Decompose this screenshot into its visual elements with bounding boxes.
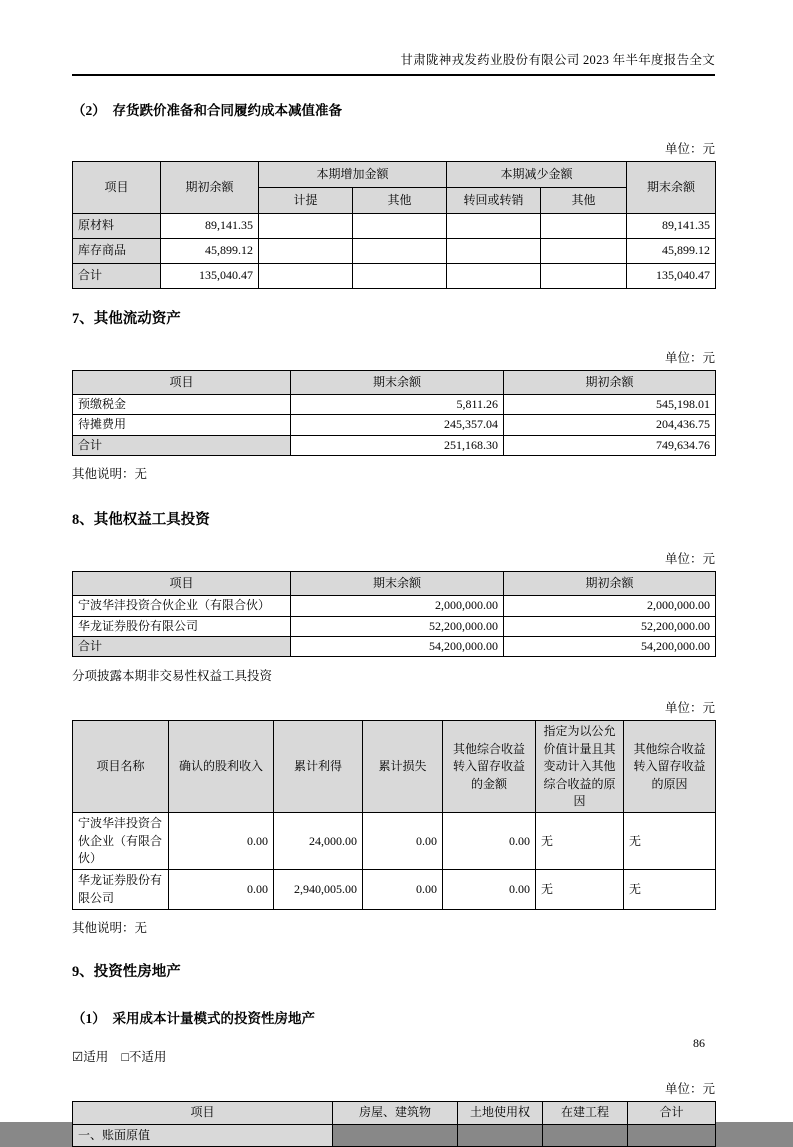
table-cell bbox=[259, 239, 353, 264]
investment-property-table bbox=[72, 1101, 716, 1147]
table-row bbox=[73, 214, 716, 239]
table-row bbox=[73, 239, 716, 264]
table-cell: 合计 bbox=[73, 264, 161, 289]
table-cell: 45,899.12 bbox=[627, 239, 716, 264]
table-cell: 52,200,000.00 bbox=[504, 616, 716, 636]
table-header-cell: 期初余额 bbox=[504, 572, 716, 596]
table-row bbox=[73, 415, 716, 435]
table-cell: 库存商品 bbox=[73, 239, 161, 264]
table-cell bbox=[259, 214, 353, 239]
heading-investment-property-cost: （1） 采用成本计量模式的投资性房地产 bbox=[72, 1011, 315, 1027]
inventory-provision-table bbox=[72, 161, 716, 289]
table-header-cell: 其他综合收益转入留存收益的原因 bbox=[624, 721, 716, 813]
table-header-cell: 转回或转销 bbox=[447, 188, 541, 214]
unit-label: 单位：元 bbox=[664, 552, 715, 567]
table-header-cell: 其他 bbox=[353, 188, 447, 214]
other-current-assets-table bbox=[72, 370, 716, 456]
section-heading-7: 7、其他流动资产 bbox=[72, 311, 181, 327]
table-cell: 0.00 bbox=[363, 870, 443, 910]
table-cell bbox=[353, 239, 447, 264]
other-equity-investments-table bbox=[72, 571, 716, 657]
page-content bbox=[72, 0, 715, 1147]
table-cell: 2,940,005.00 bbox=[274, 870, 363, 910]
table-cell: 0.00 bbox=[169, 813, 274, 870]
table-cell: 无 bbox=[536, 870, 624, 910]
table-header-cell: 其他综合收益转入留存收益的金额 bbox=[443, 721, 536, 813]
table-row-total bbox=[73, 264, 716, 289]
table-header-cell: 期初余额 bbox=[504, 371, 716, 395]
table-header-cell: 累计利得 bbox=[274, 721, 363, 813]
section-heading-9: 9、投资性房地产 bbox=[72, 964, 181, 981]
table-cell: 合计 bbox=[73, 636, 291, 656]
table-header-cell: 计提 bbox=[259, 188, 353, 214]
applicable-checkbox: ☑适用 bbox=[72, 1050, 109, 1065]
disclosure-note: 分项披露本期非交易性权益工具投资 bbox=[72, 669, 273, 684]
table-header-cell: 项目 bbox=[73, 1102, 333, 1124]
table-header-cell: 项目 bbox=[73, 572, 291, 596]
table-cell: 5,811.26 bbox=[291, 395, 504, 415]
table-header-cell: 指定为以公允价值计量且其变动计入其他综合收益的原因 bbox=[536, 721, 624, 813]
table-cell bbox=[447, 239, 541, 264]
table-cell bbox=[353, 264, 447, 289]
table-cell: 待摊费用 bbox=[73, 415, 291, 435]
table-cell bbox=[447, 214, 541, 239]
table-cell bbox=[541, 239, 627, 264]
table-header-cell: 在建工程 bbox=[543, 1102, 628, 1124]
table-cell: 0.00 bbox=[443, 813, 536, 870]
table-row-total bbox=[73, 435, 716, 455]
table-row bbox=[73, 395, 716, 415]
table-cell: 251,168.30 bbox=[291, 435, 504, 455]
table-cell: 45,899.12 bbox=[161, 239, 259, 264]
table-cell: 无 bbox=[536, 813, 624, 870]
table-cell bbox=[259, 264, 353, 289]
table-header-cell: 项目 bbox=[73, 162, 161, 214]
table-cell: 0.00 bbox=[169, 870, 274, 910]
document-title: 甘肃陇神戎发药业股份有限公司 2023 年半年度报告全文 bbox=[400, 53, 715, 67]
table-header-cell: 期末余额 bbox=[627, 162, 716, 214]
table-header-cell: 期末余额 bbox=[291, 371, 504, 395]
table-header-cell: 土地使用权 bbox=[458, 1102, 543, 1124]
table-cell: 合计 bbox=[73, 435, 291, 455]
table-cell: 0.00 bbox=[443, 870, 536, 910]
table-cell bbox=[543, 1124, 628, 1146]
table-cell: 华龙证券股份有限公司 bbox=[73, 870, 169, 910]
table-header-cell: 确认的股利收入 bbox=[169, 721, 274, 813]
table-header-cell: 本期减少金额 bbox=[447, 162, 627, 188]
table-cell: 204,436.75 bbox=[504, 415, 716, 435]
table-cell: 135,040.47 bbox=[161, 264, 259, 289]
table-cell: 原材料 bbox=[73, 214, 161, 239]
non-trading-equity-table bbox=[72, 720, 716, 910]
table-header-cell: 其他 bbox=[541, 188, 627, 214]
table-row-total bbox=[73, 636, 716, 656]
table-header-cell: 房屋、建筑物 bbox=[333, 1102, 458, 1124]
table-header-cell: 合计 bbox=[628, 1102, 716, 1124]
running-header bbox=[72, 50, 715, 76]
table-cell bbox=[628, 1124, 716, 1146]
table-cell bbox=[541, 214, 627, 239]
table-cell: 无 bbox=[624, 813, 716, 870]
table-cell: 24,000.00 bbox=[274, 813, 363, 870]
table-cell: 2,000,000.00 bbox=[291, 596, 504, 616]
table-cell: 华龙证券股份有限公司 bbox=[73, 616, 291, 636]
table-cell: 135,040.47 bbox=[627, 264, 716, 289]
heading-inventory-provision: （2） 存货跌价准备和合同履约成本减值准备 bbox=[72, 103, 342, 118]
table-cell: 无 bbox=[624, 870, 716, 910]
table-cell: 54,200,000.00 bbox=[291, 636, 504, 656]
table-cell: 宁波华沣投资合伙企业（有限合伙） bbox=[73, 596, 291, 616]
table-cell: 宁波华沣投资合伙企业（有限合伙） bbox=[73, 813, 169, 870]
table-header-cell: 期末余额 bbox=[291, 572, 504, 596]
table-cell: 54,200,000.00 bbox=[504, 636, 716, 656]
table-header-cell: 项目名称 bbox=[73, 721, 169, 813]
table-cell bbox=[333, 1124, 458, 1146]
table-cell: 一、账面原值 bbox=[73, 1124, 333, 1146]
table-cell: 89,141.35 bbox=[627, 214, 716, 239]
page-number: 86 bbox=[693, 1036, 705, 1050]
other-note: 其他说明：无 bbox=[72, 921, 148, 936]
unit-label: 单位：元 bbox=[664, 142, 715, 156]
table-row bbox=[73, 813, 716, 870]
table-cell: 预缴税金 bbox=[73, 395, 291, 415]
section-heading-8: 8、其他权益工具投资 bbox=[72, 512, 210, 529]
unit-label: 单位：元 bbox=[664, 351, 715, 365]
table-cell: 0.00 bbox=[363, 813, 443, 870]
table-cell bbox=[353, 214, 447, 239]
table-cell: 545,198.01 bbox=[504, 395, 716, 415]
table-row bbox=[73, 596, 716, 616]
unit-label: 单位：元 bbox=[664, 701, 715, 716]
table-cell: 89,141.35 bbox=[161, 214, 259, 239]
other-note: 其他说明：无 bbox=[72, 467, 148, 482]
table-header-cell: 项目 bbox=[73, 371, 291, 395]
unit-label: 单位：元 bbox=[664, 1082, 715, 1097]
table-cell: 2,000,000.00 bbox=[504, 596, 716, 616]
table-cell bbox=[447, 264, 541, 289]
table-cell: 245,357.04 bbox=[291, 415, 504, 435]
table-header-cell: 期初余额 bbox=[161, 162, 259, 214]
table-row bbox=[73, 1124, 716, 1146]
table-cell bbox=[458, 1124, 543, 1146]
table-cell bbox=[541, 264, 627, 289]
table-row bbox=[73, 870, 716, 910]
applicability-line bbox=[72, 1047, 715, 1065]
table-header-cell: 本期增加金额 bbox=[259, 162, 447, 188]
table-cell: 749,634.76 bbox=[504, 435, 716, 455]
table-header-cell: 累计损失 bbox=[363, 721, 443, 813]
not-applicable-checkbox: □不适用 bbox=[121, 1050, 167, 1065]
table-row bbox=[73, 616, 716, 636]
table-cell: 52,200,000.00 bbox=[291, 616, 504, 636]
